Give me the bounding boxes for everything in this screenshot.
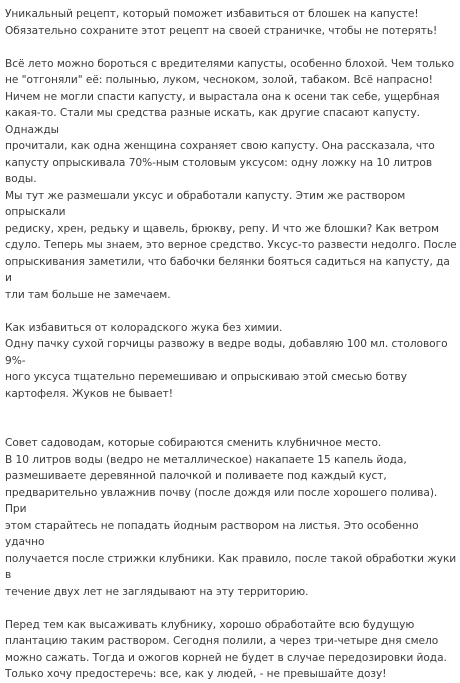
intro-paragraph: Уникальный рецепт, который поможет избавиться от блошек на капусте! Обязательно сохраните этот рецепт на своей страничке, чтобы не потерять! (5, 8, 438, 37)
cabbage-paragraph: Всё лето можно бороться с вредителями капусты, особенно блохой. Чем только не "отгоняли" её: полынью, луком, чесноком, золой, табаком. Всё напрасно! Ничем не могли спасти капусту, и вырастала она к осени так себе, ущербная какая-то. Стали мы средства разные искать, как другие спасают капусту. Однажды прочитали, как одна женщина сохраняет свою капусту. Она рассказала, что капусту опрыскивала 70%-ным столовым уксусом: одну ложку на 10 литров воды. Мы тут же размешали уксус и обработали капусту. Этим же раствором опрыскали редиску, хрен, редьку и щавель, брюкву, репу. И что же блошки? Как ветром сдуло. Теперь мы знаем, это верное средство. Уксус-то развести недолго. После опрыскивания заметили, что бабочки белянки бояться садиться на капусту, да и тли там больше не замечаем. (5, 57, 457, 301)
paragraph-gap (5, 39, 457, 56)
potato-beetle-paragraph: Как избавиться от колорадского жука без химии. Одну пачку сухой горчицы развожу в ведре воды, добавляю 100 мл. столового 9%- ного уксуса тщательно перемешиваю и опрыскиваю этой смесью ботву картофеля. Жуков не бывает! (5, 321, 448, 400)
paragraph-gap (5, 402, 457, 435)
post-text (5, 6, 457, 683)
strawberry-paragraph: Совет садоводам, которые собираются сменить клубничное место. В 10 литров воды (ведро не металлическое) накапаете 15 капель йода, размешиваете деревянной палочкой и поливаете под каждый куст, предварительно увлажнив почву (после дождя или после хорошего полива). При этом старайтесь не попадать йодным раствором на листья. Это особенно удачно получается после стрижки клубники. Как правило, после такой обработки жуки в течение двух лет не заглядывают на эту территорию. (5, 437, 457, 598)
planting-paragraph: Перед тем как высаживать клубнику, хорошо обработайте всю будущую плантацию таким раствором. Сегодня полили, а через три-четыре дня смело можно сажать. Тогда и ожогов корней не будет в случае передозировки йода. Только хочу предостеречь: все, как у людей, - не превышайте дозу! (5, 618, 447, 680)
paragraph-gap (5, 600, 457, 617)
paragraph-gap (5, 303, 457, 320)
